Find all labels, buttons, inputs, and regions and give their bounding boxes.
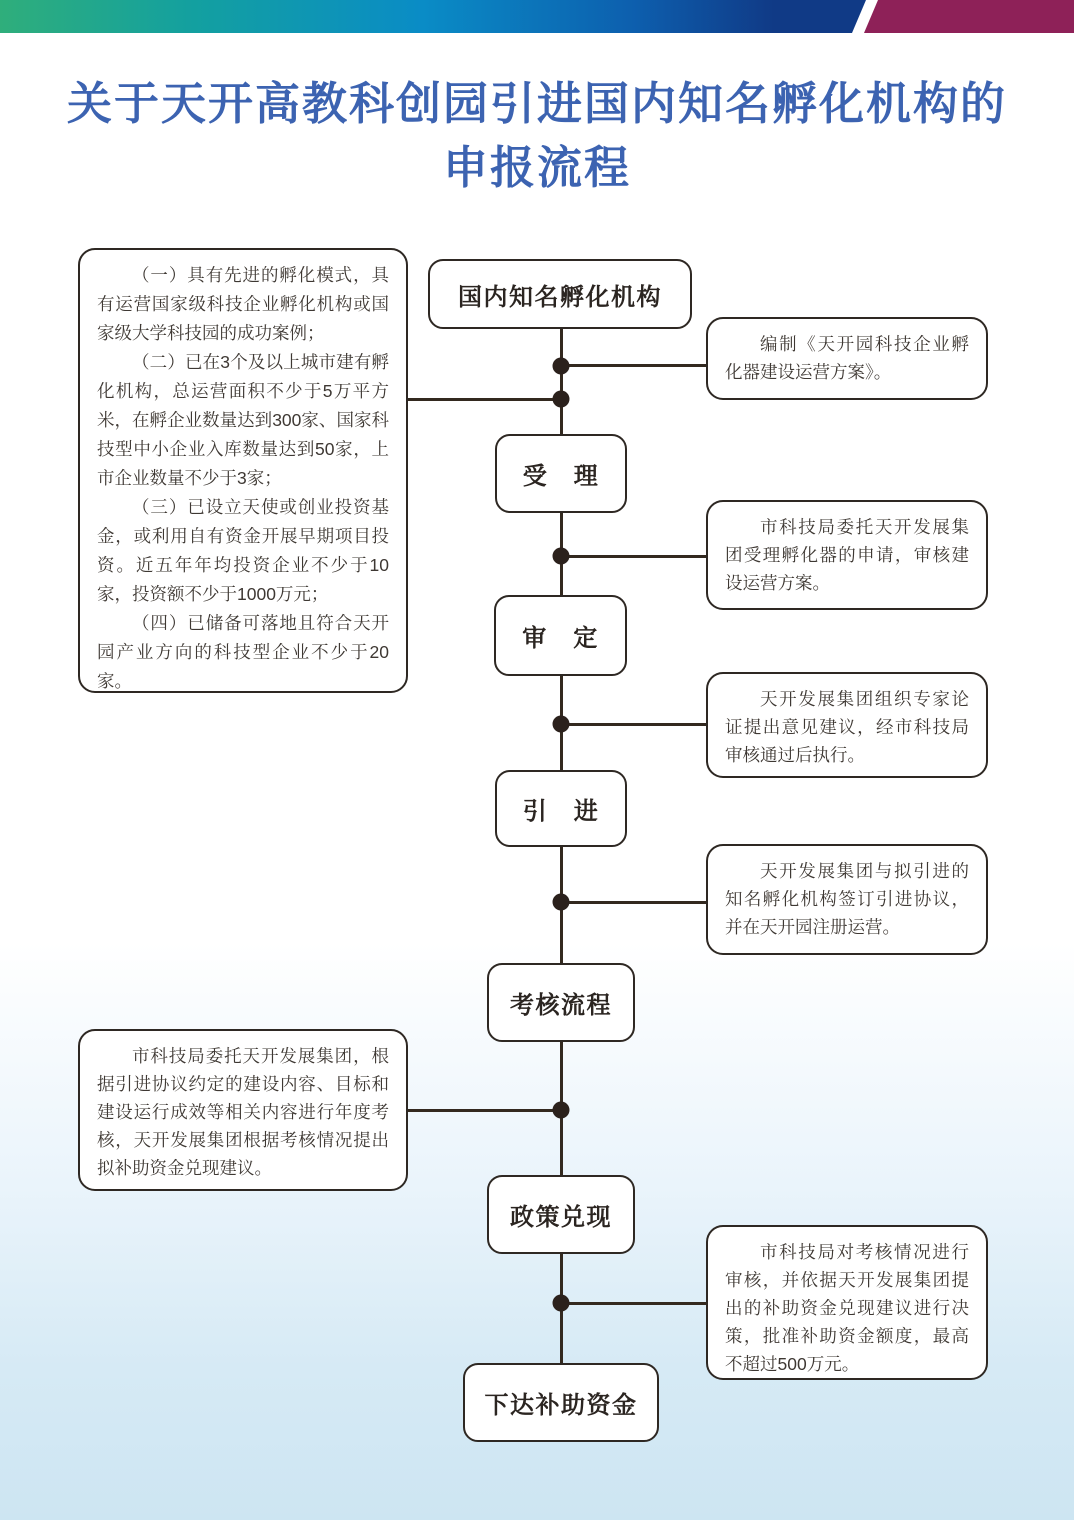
flow-node-review xyxy=(494,595,627,676)
connector-to-note-review xyxy=(561,723,706,726)
note-introduce-detail xyxy=(706,844,988,955)
connector-from-assessment xyxy=(407,1109,561,1112)
note-text: 编制《天开园科技企业孵化器建设运营方案》。 xyxy=(725,334,969,382)
flow-node-label: 国内知名孵化机构 xyxy=(458,283,662,311)
flow-node-label: 政策兑现 xyxy=(510,1204,612,1231)
note-plan-compilation xyxy=(706,317,988,400)
criteria-paragraph-3: （三）已设立天使或创业投资基金，或利用自有资金开展早期项目投资。近五年年均投资企业不少于10家，投资额不少于1000万元； xyxy=(97,497,389,604)
flow-node-label: 考核流程 xyxy=(510,992,612,1019)
flow-node-label: 引 进 xyxy=(522,798,600,825)
note-acceptance-detail xyxy=(706,500,988,610)
note-text: 天开发展集团与拟引进的知名孵化机构签订引进协议，并在天开园注册运营。 xyxy=(725,861,969,937)
top-banner xyxy=(0,0,1074,33)
connector-to-note-introduce xyxy=(561,901,706,904)
criteria-paragraph-2: （二）已在3个及以上城市建有孵化机构，总运营面积不少于5万平方米，在孵企业数量达到300家、国家科技型中小企业入库数量达到50家，上市企业数量不少于3家； xyxy=(97,352,389,488)
flow-node-label: 受 理 xyxy=(522,463,600,490)
note-text: 天开发展集团组织专家论证提出意见建议，经市科技局审核通过后执行。 xyxy=(725,689,969,765)
connector-to-note-accept xyxy=(561,555,706,558)
junction-dot xyxy=(553,894,570,911)
junction-dot xyxy=(553,358,570,375)
connector-from-criteria xyxy=(408,398,561,401)
flow-node-source xyxy=(428,259,692,329)
note-annual-assessment xyxy=(78,1029,408,1191)
criteria-paragraph-4: （四）已储备可落地且符合天开园产业方向的科技型企业不少于20家。 xyxy=(97,613,389,691)
connector-to-note-policy xyxy=(561,1302,706,1305)
criteria-paragraph-1: （一）具有先进的孵化模式，具有运营国家级科技企业孵化机构或国家级大学科技园的成功案例； xyxy=(97,265,389,343)
flow-node-assess xyxy=(487,963,635,1042)
flow-node-label: 下达补助资金 xyxy=(484,1392,638,1419)
note-policy-detail xyxy=(706,1225,988,1380)
page-title xyxy=(0,72,1074,200)
note-text: 市科技局委托天开发展集团受理孵化器的申请，审核建设运营方案。 xyxy=(725,517,969,593)
flow-node-accept xyxy=(495,434,627,513)
junction-dot xyxy=(553,716,570,733)
junction-dot xyxy=(553,1102,570,1119)
note-qualification-criteria xyxy=(78,248,408,693)
flow-node-policy xyxy=(487,1175,635,1254)
connector-to-note-plan xyxy=(561,364,706,367)
flow-node-grant xyxy=(463,1363,659,1442)
note-text: 市科技局对考核情况进行审核，并依据天开发展集团提出的补助资金兑现建议进行决策，批准补助资金额度，最高不超过500万元。 xyxy=(725,1242,969,1374)
flow-node-label: 审 定 xyxy=(522,625,599,652)
flow-node-introduce xyxy=(495,770,627,847)
note-review-detail xyxy=(706,672,988,778)
junction-dot xyxy=(553,1295,570,1312)
page-title-line2: 申报流程 xyxy=(442,141,631,193)
junction-dot xyxy=(553,548,570,565)
banner-accent-parallelogram xyxy=(864,0,1074,33)
junction-dot xyxy=(553,391,570,408)
page-title-line1: 关于天开高教科创园引进国内知名孵化机构的 xyxy=(66,78,1007,129)
banner-gradient-stripe xyxy=(0,0,880,33)
assessment-text: 市科技局委托天开发展集团，根据引进协议约定的建设内容、目标和建设运行成效等相关内容进行年度考核，天开发展集团根据考核情况提出拟补助资金兑现建议。 xyxy=(97,1046,389,1178)
